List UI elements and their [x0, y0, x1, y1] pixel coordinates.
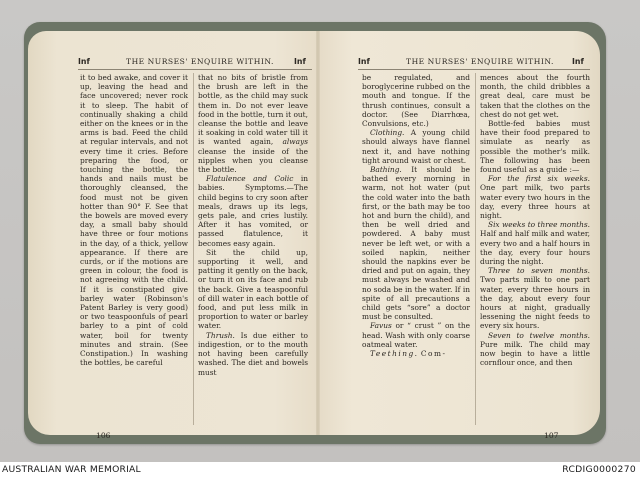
text: Is due either to indigestion, or to the mouth not having been carefully washed. The diet and bowels must: [198, 330, 308, 377]
record-id: RCDIG0000270: [562, 464, 636, 475]
text: Two parts milk to one part water, every three hours in the day, about every four hours at night, gradually lessening the night feeds to every six hours.: [480, 275, 590, 331]
section-title-flatulence: Flatulence and Colic: [206, 174, 294, 184]
right-col1-para-4: [362, 321, 470, 349]
right-page-column-2: [480, 73, 590, 368]
right-col2-para-1: mences about the fourth month, the child dribbles a great deal, care must be taken that the clothes on the chest do not get wet.: [480, 73, 590, 119]
institution-label: AUSTRALIAN WAR MEMORIAL: [2, 464, 141, 475]
right-col1-para-5: [362, 349, 470, 358]
text: Half and half milk and water, every two and a half hours in the day, every four hours during the night.: [480, 229, 590, 267]
text: or “ crust ” on the head. Wash with only coarse oatmeal water.: [362, 321, 470, 349]
caption-bar: [0, 462, 640, 478]
right-page-column-1: [362, 73, 470, 358]
right-col1-para-1: be regulated, and boroglycerine rubbed on the mouth and tongue. If the thrush continues, consult a doctor. (See Diarrhœa, Convulsions, etc.): [362, 73, 470, 129]
section-title-thrush: Thrush.: [206, 330, 235, 340]
text: in babies. Symptoms.—The child begins to cry soon after meals, draws up its legs, gets pale, and cries lustily. After it has vomited, or passed flatulence, it becomes easy again.: [198, 174, 308, 248]
left-col2-para-4: [198, 331, 308, 377]
left-col2-para-3: Sit the child up, supporting it well, and patting it gently on the back, or turn it on its face and rub the back. Give a teaspoonful of dill water in each bottle of food, and put less milk in proportion to water or barley water.: [198, 247, 308, 331]
text: that no bits of bristle from the brush are left in the bottle, as the child may suck them in. Do not ever leave food in the bottle, turn it out, cleanse the bottle and leave it soaking in cold water till it is wanted again,: [198, 73, 308, 147]
left-page-number: 106: [96, 431, 111, 440]
section-title-bathing: Bathing.: [370, 165, 402, 175]
text: One part milk, two parts water every two hours in the day, every three hours at night.: [480, 183, 590, 221]
left-corner-mark-outer: Inf: [78, 57, 90, 66]
section-title-first-six-weeks: For the first six weeks.: [488, 174, 590, 184]
left-head-rule: [78, 69, 312, 70]
right-running-head: [340, 56, 590, 67]
text: It should be bathed every morning in warm, not hot water (put the cold water into the bath first, or the bath may be too hot and burn the child), and then be well dried and powdered. A baby must never be left wet, or with a soiled napkin, neither should the napkins ever be dried and put on again, they must always be washed and no soda be in the water. If in spite of all precautions a child gets “sore” a doctor must be consulted.: [362, 165, 470, 322]
right-col2-para-3: [480, 174, 590, 220]
left-running-head: [70, 56, 312, 67]
left-running-title: THE NURSES' ENQUIRE WITHIN.: [126, 57, 274, 66]
right-running-title: THE NURSES' ENQUIRE WITHIN.: [406, 57, 554, 66]
right-col1-para-2: [362, 128, 470, 165]
text: A young child should always have flannel next it, and have nothing tight around waist or chest.: [362, 128, 470, 165]
left-col1-text: it to bed awake, and cover it up, leaving the head and face uncovered; never rock it to sleep. The habit of continually shaking a child either on the knees or in the arms is bad. Feed the child at regular intervals, and not every time it cries. Before preparing the food, or touching the bottle, the hands and nails must be thoroughly cleansed, the food must not be given hotter than 90° F. See that the bowels are moved every day, a small baby should have three or four motions in the day, of a thick, yellow appearance. If there are curds, or if the motions are green in colour, the food is not agreeing with the child. If it is constipated give barley water (Robinson's Patent Barley is very good) or two teaspoonfuls of pearl barley to a pint of cold water, boil for twenty minutes and strain. (See Constipation.) In washing the bottles, be careful: [80, 73, 188, 368]
right-col2-para-2: Bottle-fed babies must have their food prepared to simulate as nearly as possible the mother's milk. The following has been found useful as a guide :—: [480, 119, 590, 175]
left-col2-para-2: [198, 174, 308, 248]
right-col2-para-4: [480, 220, 590, 266]
italic-text: always: [282, 137, 308, 147]
left-corner-mark-inner: Inf: [294, 57, 306, 66]
right-col2-para-5: [480, 266, 590, 330]
left-page-column-2: [198, 73, 308, 377]
text: Com-: [420, 349, 447, 359]
right-col2-para-6: [480, 331, 590, 368]
section-title-seven-twelve-months: Seven to twelve months.: [488, 330, 590, 340]
book-gutter: [316, 31, 320, 435]
section-title-six-weeks-three-months: Six weeks to three months.: [488, 220, 590, 230]
right-col1-para-3: [362, 165, 470, 321]
section-title-three-seven-months: Three to seven months.: [488, 266, 590, 276]
text: Pure milk. The child may now begin to have a little cornflour once, and then: [480, 339, 590, 368]
section-title-teething: Teething.: [370, 349, 419, 359]
right-corner-mark-outer: Inf: [572, 57, 584, 66]
right-column-divider: [475, 73, 476, 425]
text: cleanse the inside of the nipples when you cleanse the bottle.: [198, 146, 308, 175]
left-col2-para-1: [198, 73, 308, 174]
section-title-favus: Favus: [370, 321, 392, 331]
left-page-column-1: [80, 73, 188, 368]
left-column-divider: [193, 73, 194, 425]
right-page-number: 107: [544, 431, 559, 440]
right-corner-mark-inner: Inf: [358, 57, 370, 66]
section-title-clothing: Clothing.: [370, 128, 405, 138]
right-head-rule: [358, 69, 590, 70]
